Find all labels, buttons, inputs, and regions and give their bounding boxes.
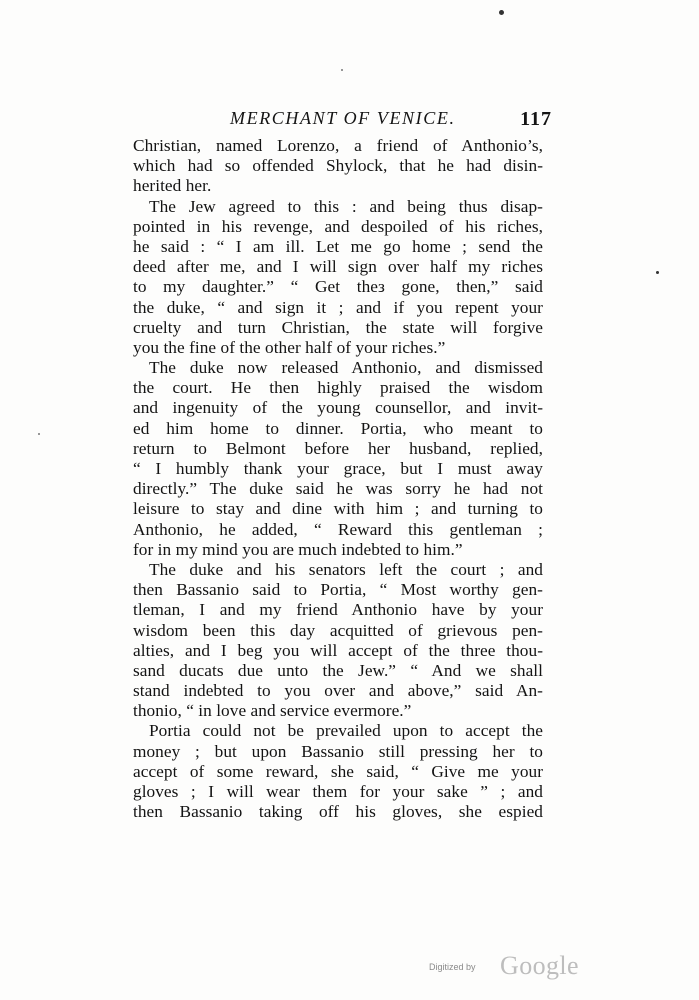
text-line: sand ducats due unto the Jew.” “ And we shall: [133, 660, 543, 680]
text-line: pointed in his revenge, and despoiled of his riches,: [133, 216, 543, 236]
text-line: ed him home to dinner. Portia, who meant to: [133, 418, 543, 438]
scan-speck: [38, 433, 40, 435]
page-number: 117: [520, 108, 552, 130]
text-line: deed after me, and I will sign over half my riches: [133, 257, 543, 277]
text-line: accept of some reward, she said, “ Give me your: [133, 761, 543, 781]
text-line: cruelty and turn Christian, the state will forgive: [133, 317, 543, 337]
scan-speck: [499, 10, 504, 15]
text-line: Christian, named Lorenzo, a friend of Anthonio’s,: [133, 136, 543, 155]
paragraph-start-line: The duke and his senators left the court ; and: [149, 559, 543, 579]
digitized-by-label: Digitized by: [429, 962, 476, 972]
text-line: wisdom been this day acquitted of grievous pen-: [133, 620, 543, 640]
text-line: for in my mind you are much indebted to him.”: [133, 539, 463, 559]
running-title: MERCHANT OF VENICE.: [230, 108, 456, 128]
text-line: alties, and I beg you will accept of the three thou-: [133, 640, 543, 660]
text-line: directly.” The duke said he was sorry he had not: [133, 479, 543, 499]
text-line: then Bassanio taking off his gloves, she espied: [133, 802, 543, 822]
paragraph-start-line: Portia could not be prevailed upon to accept the: [149, 721, 543, 741]
paragraph-start-line: The Jew agreed to this : and being thus disap-: [149, 196, 543, 216]
text-line: which had so offended Shylock, that he had disin-: [133, 156, 543, 176]
page-header: [230, 108, 552, 134]
text-line: stand indebted to you over and above,” said An-: [133, 681, 543, 701]
text-line: gloves ; I will wear them for your sake ” ; and: [133, 782, 543, 801]
body-text: [133, 136, 543, 822]
scan-speck: [656, 271, 659, 274]
text-line: to my daughter.” “ Get theз gone, then,” said: [133, 277, 543, 297]
text-line: then Bassanio said to Portia, “ Most worthy gen-: [133, 580, 543, 600]
text-line: the duke, “ and sign it ; and if you repent your: [133, 297, 543, 317]
scan-speck: [341, 69, 343, 71]
text-line: “ I humbly thank your grace, but I must away: [133, 459, 543, 478]
google-logo: Google: [500, 951, 579, 980]
text-line: tleman, I and my friend Anthonio have by your: [133, 600, 543, 620]
text-line: herited her.: [133, 176, 212, 196]
text-line: you the fine of the other half of your riches.”: [133, 337, 446, 357]
text-line: leisure to stay and dine with him ; and turning to: [133, 499, 543, 519]
text-line: and ingenuity of the young counsellor, and invit-: [133, 398, 543, 418]
text-line: thonio, “ in love and service evermore.”: [133, 701, 412, 721]
text-line: the court. He then highly praised the wisdom: [133, 378, 543, 398]
text-line: return to Belmont before her husband, replied,: [133, 438, 543, 458]
paragraph-start-line: The duke now released Anthonio, and dismissed: [149, 358, 543, 378]
text-line: money ; but upon Bassanio still pressing her to: [133, 741, 543, 761]
text-line: Anthonio, he added, “ Reward this gentleman ;: [133, 519, 543, 539]
text-line: he said : “ I am ill. Let me go home ; send the: [133, 236, 543, 256]
digitized-by-google-watermark: [429, 949, 579, 979]
